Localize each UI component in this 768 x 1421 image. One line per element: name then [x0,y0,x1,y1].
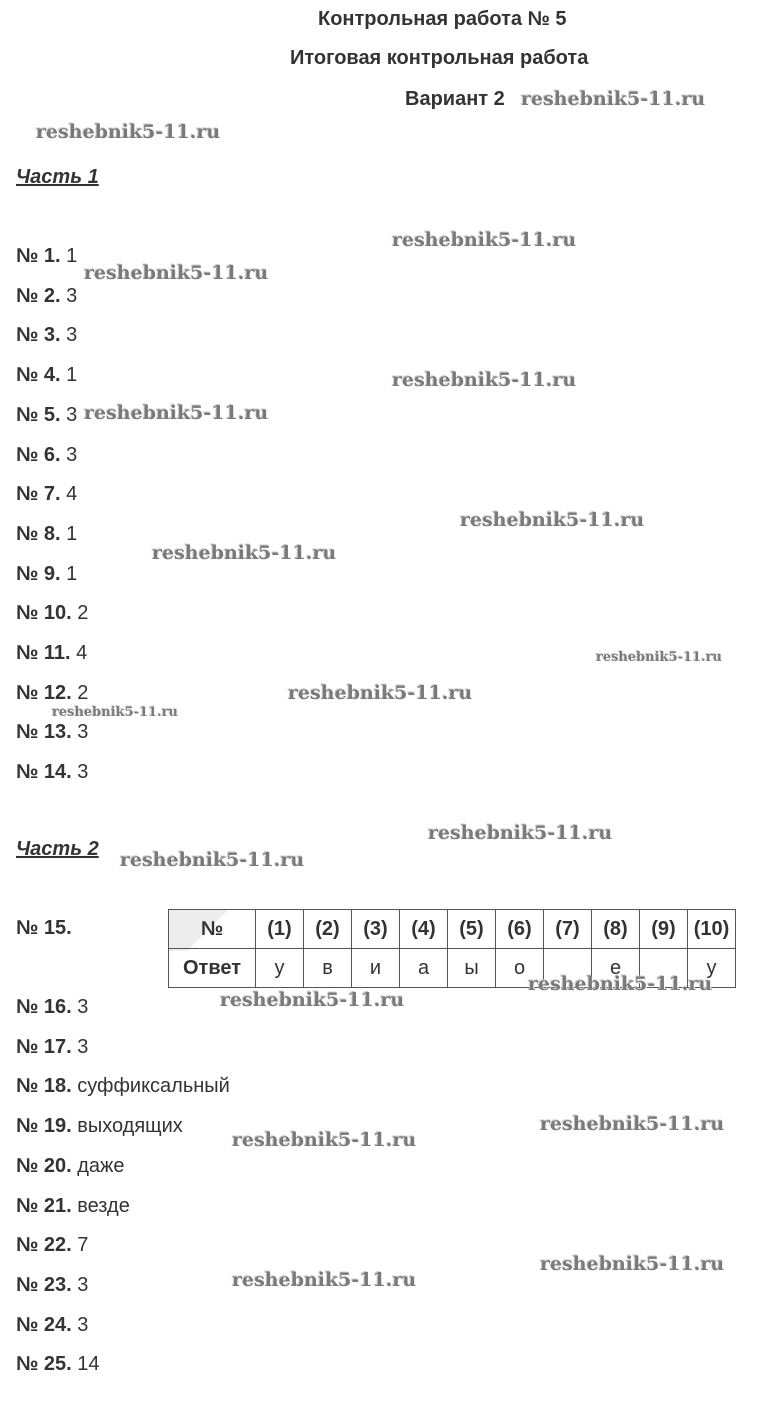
answer-value: 1 [66,562,78,585]
question-15 [16,916,72,940]
watermark-text: reshebnik5-11.ru [540,1253,725,1275]
answer-row [16,681,88,705]
table-header-cell: (2) [304,910,352,949]
part2-heading: Часть 2 [16,838,99,860]
watermark-text: reshebnik5-11.ru [232,1129,417,1151]
table-answer-label: Ответ [169,949,256,988]
question-number: № 24. [16,1313,72,1336]
answer-value: 7 [77,1234,89,1257]
answer-row [16,562,77,586]
q15-header-row [169,910,736,949]
question-15-number: № 15. [16,917,72,939]
answer-value: 4 [76,642,88,664]
question-number: № 18. [16,1075,72,1098]
table-header-cell: (3) [352,910,400,949]
table-header-cell: (10) [688,910,736,949]
watermark-text: reshebnik5-11.ru [84,262,269,284]
question-number: № 10. [16,602,72,625]
answer-row [16,641,87,665]
answer-row [16,1154,125,1178]
watermark-text: reshebnik5-11.ru [392,229,577,251]
answer-row [16,443,77,467]
answer-value: 2 [77,681,89,704]
watermark-text: reshebnik5-11.ru [36,121,221,143]
answer-row [16,760,88,784]
answer-value: выходящих [77,1115,183,1138]
page-subtitle: Итоговая контрольная работа [290,47,589,69]
watermark-text: reshebnik5-11.ru [540,1113,725,1135]
question-number: № 2. [16,284,61,307]
answer-row [16,1313,88,1337]
table-answer-cell: у [256,949,304,988]
answer-row [16,1273,88,1297]
answer-value: даже [77,1154,125,1177]
watermark-text: reshebnik5-11.ru [232,1269,417,1291]
question-number: № 3. [16,324,61,347]
question-number: № 11. [16,642,71,664]
watermark-text: reshebnik5-11.ru [52,705,179,720]
watermark-text: reshebnik5-11.ru [220,989,405,1011]
table-answer-cell: о [496,949,544,988]
table-header-number: № [169,910,256,949]
page-title: Контрольная работа № 5 [318,8,567,30]
table-header-cell: (1) [256,910,304,949]
question-number: № 14. [16,761,72,784]
table-answer-cell: е [592,949,640,988]
answer-row [16,1233,88,1257]
answer-value: 4 [66,483,78,506]
answer-value: 3 [77,721,89,744]
question-number: № 9. [16,562,61,585]
table-answer-cell: ы [448,949,496,988]
answer-row [16,1194,130,1218]
watermark-text: reshebnik5-11.ru [392,369,577,391]
question-number: № 7. [16,483,61,506]
answer-row [16,1074,230,1098]
answer-value: 1 [66,245,78,267]
answer-value: 1 [66,522,78,545]
watermark-text: reshebnik5-11.ru [120,849,305,871]
question-number: № 1. [16,245,61,267]
table-answer-cell: у [688,949,736,988]
question-number: № 19. [16,1115,72,1138]
answer-value: 3 [77,761,89,784]
question-number: № 22. [16,1234,72,1257]
answer-row [16,1114,183,1138]
question-number: № 6. [16,443,61,466]
answer-row [16,995,88,1019]
table-header-cell: (7) [544,910,592,949]
watermark-text: reshebnik5-11.ru [288,682,473,704]
answer-value: суффиксальный [77,1075,230,1098]
watermark-text: reshebnik5-11.ru [521,88,706,110]
answer-value: 3 [77,1313,89,1336]
variant-label: Вариант 2 [405,88,505,110]
question-number: № 21. [16,1194,72,1217]
answer-value: 14 [77,1353,100,1376]
question-number: № 5. [16,403,61,426]
answer-row [16,482,77,506]
question-number: № 17. [16,1035,72,1058]
question-number: № 16. [16,996,72,1018]
answer-row [16,720,88,744]
answer-row [16,1352,99,1376]
watermark-text: reshebnik5-11.ru [152,542,337,564]
question-number: № 8. [16,522,61,545]
question-number: № 23. [16,1273,72,1296]
watermark-text: reshebnik5-11.ru [528,973,713,995]
table-header-cell: (9) [640,910,688,949]
watermark-text: reshebnik5-11.ru [596,650,723,665]
answer-value: 3 [77,996,89,1018]
table-header-cell: (6) [496,910,544,949]
table-answer-cell: в [304,949,352,988]
answer-row [16,284,77,308]
answer-value: 2 [77,602,89,625]
answer-value: 3 [66,403,78,426]
watermark-text: reshebnik5-11.ru [84,402,269,424]
answer-value: 3 [66,284,78,307]
answer-row [16,323,77,347]
answer-value: 3 [66,324,78,347]
table-header-cell: (8) [592,910,640,949]
question-number: № 12. [16,681,72,704]
answer-value: 3 [77,1035,89,1058]
answer-value: везде [77,1194,130,1217]
answer-value: 3 [77,1273,89,1296]
question-number: № 25. [16,1353,72,1376]
table-answer-cell: а [400,949,448,988]
table-header-cell: (4) [400,910,448,949]
answer-row [16,1035,88,1059]
answer-row [16,363,77,387]
answer-row [16,403,77,427]
question-number: № 13. [16,721,72,744]
answer-row [16,601,88,625]
answer-value: 3 [66,443,78,466]
question-number: № 4. [16,364,61,387]
question-number: № 20. [16,1154,72,1177]
watermark-text: reshebnik5-11.ru [460,509,645,531]
answer-row [16,522,77,546]
answer-row [16,244,77,268]
watermark-text: reshebnik5-11.ru [428,822,613,844]
table-answer-cell: и [352,949,400,988]
part1-heading: Часть 1 [16,166,99,188]
answer-value: 1 [66,364,78,387]
table-header-cell: (5) [448,910,496,949]
